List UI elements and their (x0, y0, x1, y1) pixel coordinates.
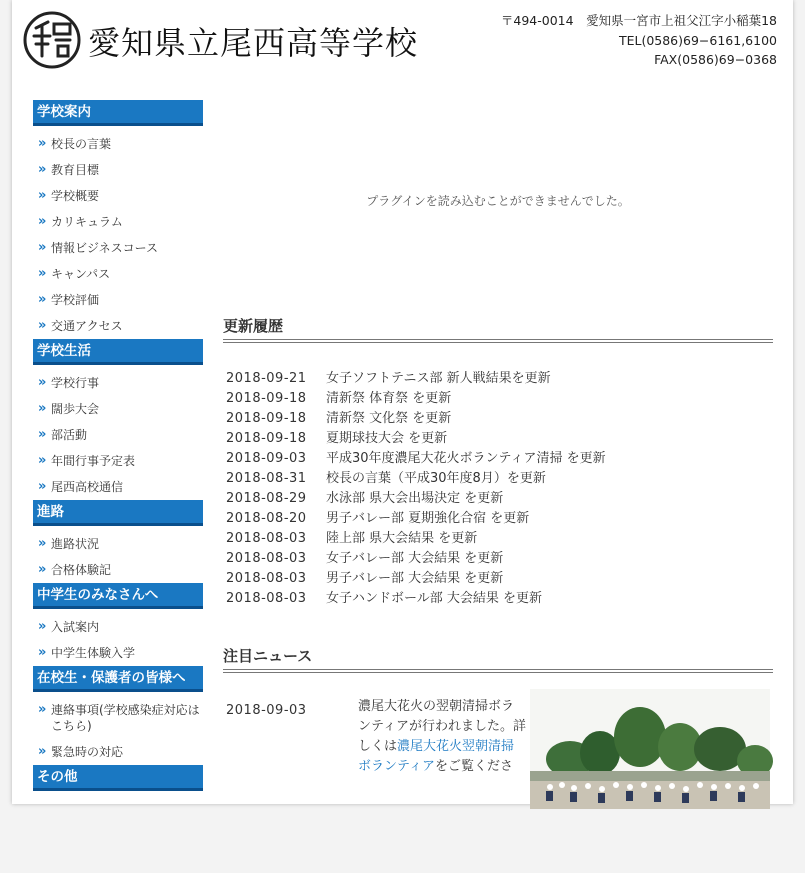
sidebar-item[interactable] (33, 614, 203, 640)
plugin-placeholder (223, 80, 773, 315)
sidebar-item[interactable] (33, 396, 203, 422)
history-list[interactable] (223, 369, 773, 606)
history-date: 2018-08-03 (226, 571, 307, 586)
history-row[interactable] (226, 549, 773, 569)
sidebar-section-header: 在校生・保護者の皆様へ (33, 666, 203, 692)
history-row[interactable] (226, 489, 773, 509)
news-text-after: をご覧くださ (434, 759, 513, 774)
sidebar-item[interactable] (33, 131, 203, 157)
sidebar-item[interactable] (33, 183, 203, 209)
history-row[interactable] (226, 429, 773, 449)
sidebar-item-label: 尾西高校通信 (51, 480, 124, 494)
sidebar-section-header: 学校案内 (33, 100, 203, 126)
sidebar-item-label: 緊急時の対応 (51, 745, 124, 759)
sidebar-item[interactable] (33, 313, 203, 339)
history-date: 2018-09-18 (226, 431, 307, 446)
sidebar-section-header: 学校生活 (33, 339, 203, 365)
history-row[interactable] (226, 409, 773, 429)
sidebar-item-label: 部活動 (51, 428, 88, 442)
history-text: 夏期球技大会 を更新 (326, 431, 448, 446)
sidebar-section-items (33, 526, 203, 583)
sidebar-section-items (33, 791, 203, 796)
sidebar-section-header: 中学生のみなさんへ (33, 583, 203, 609)
history-date: 2018-09-21 (226, 371, 307, 386)
news-link[interactable]: 濃尾大花火翌朝清掃ボランティア (358, 739, 515, 774)
sidebar-item[interactable] (33, 448, 203, 474)
double-chevron-right-icon: » (38, 619, 47, 634)
news-item (223, 673, 773, 873)
double-chevron-right-icon: » (38, 702, 47, 717)
history-date: 2018-09-03 (226, 451, 307, 466)
sidebar-section-items (33, 692, 203, 765)
sidebar-item-label: 闊歩大会 (51, 402, 100, 416)
history-row[interactable] (226, 369, 773, 389)
news-photo[interactable] (530, 689, 770, 809)
sidebar-section-items (33, 365, 203, 500)
history-text: 水泳部 県大会出場決定 を更新 (326, 491, 504, 506)
plugin-message: プラグインを読み込むことができませんでした。 (366, 194, 630, 208)
history-text: 男子バレー部 大会結果 を更新 (326, 571, 504, 586)
news-title: 注目ニュース (223, 647, 313, 665)
sidebar-item[interactable] (33, 697, 203, 739)
double-chevron-right-icon: » (38, 744, 47, 759)
history-row[interactable] (226, 469, 773, 489)
double-chevron-right-icon: » (38, 188, 47, 203)
history-date: 2018-09-18 (226, 411, 307, 426)
sidebar-section-header: 進路 (33, 500, 203, 526)
double-chevron-right-icon: » (38, 479, 47, 494)
sidebar-item[interactable] (33, 422, 203, 448)
address-line: 〒494-0014 愛知県一宮市上祖父江字小稲葉18 (500, 13, 777, 28)
history-text: 清新祭 文化祭 を更新 (326, 411, 452, 426)
sidebar-section-header: その他 (33, 765, 203, 791)
sidebar-item-label: 合格体験記 (51, 563, 112, 577)
sidebar-item[interactable] (33, 474, 203, 500)
history-text: 清新祭 体育祭 を更新 (326, 391, 452, 406)
history-date: 2018-08-29 (226, 491, 307, 506)
school-name[interactable]: 愛知県立尾西高等学校 (88, 24, 419, 62)
history-row[interactable] (226, 449, 773, 469)
sidebar-item[interactable] (33, 739, 203, 765)
sidebar-item[interactable] (33, 557, 203, 583)
sidebar-item-label: 学校概要 (51, 189, 100, 203)
sidebar-item-label: 進路状況 (51, 537, 100, 551)
double-chevron-right-icon: » (38, 401, 47, 416)
double-chevron-right-icon: » (38, 562, 47, 577)
history-text: 女子ハンドボール部 大会結果 を更新 (326, 591, 543, 606)
sidebar-item[interactable] (33, 235, 203, 261)
double-chevron-right-icon: » (38, 453, 47, 468)
history-text: 女子バレー部 大会結果 を更新 (326, 551, 504, 566)
history-row[interactable] (226, 589, 773, 609)
sidebar-item-label: 学校評価 (51, 293, 100, 307)
double-chevron-right-icon: » (38, 375, 47, 390)
sidebar-item[interactable] (33, 531, 203, 557)
sidebar-item-label: 情報ビジネスコース (51, 241, 159, 255)
double-chevron-right-icon: » (38, 162, 47, 177)
sidebar-item[interactable] (33, 370, 203, 396)
contact-info (501, 11, 777, 70)
history-text: 女子ソフトテニス部 新人戦結果を更新 (326, 371, 551, 386)
history-date: 2018-09-18 (226, 391, 307, 406)
divider (223, 339, 773, 343)
fax-line: FAX(0586)69−0368 (654, 52, 777, 67)
news-text-before: 濃尾大花火の翌朝清掃ボランティアが行われました。詳しくは (358, 699, 526, 754)
school-logo[interactable] (22, 10, 82, 70)
main-content (223, 80, 773, 873)
double-chevron-right-icon: » (38, 240, 47, 255)
sidebar-item-label: 連絡事項(学校感染症対応はこちら) (51, 703, 200, 733)
sidebar-item-label: 入試案内 (51, 620, 100, 634)
sidebar-item[interactable] (33, 209, 203, 235)
history-date: 2018-08-03 (226, 591, 307, 606)
sidebar-item[interactable] (33, 261, 203, 287)
sidebar-section-items (33, 609, 203, 666)
history-date: 2018-08-20 (226, 511, 307, 526)
history-row[interactable] (226, 509, 773, 529)
double-chevron-right-icon: » (38, 292, 47, 307)
sidebar-item-label: 年間行事予定表 (51, 454, 136, 468)
history-title: 更新履歴 (223, 317, 284, 335)
news-text (358, 697, 526, 777)
double-chevron-right-icon: » (38, 266, 47, 281)
double-chevron-right-icon: » (38, 645, 47, 660)
history-text: 校長の言葉（平成30年度8月）を更新 (326, 471, 546, 486)
sidebar-item[interactable] (33, 157, 203, 183)
sidebar-nav (33, 100, 203, 796)
sidebar-item[interactable] (33, 640, 203, 666)
tel-line: TEL(0586)69−6161,6100 (618, 32, 777, 48)
history-text: 男子バレー部 夏期強化合宿 を更新 (326, 511, 530, 526)
double-chevron-right-icon: » (38, 536, 47, 551)
sidebar-item-label: キャンパス (51, 267, 111, 281)
sidebar-section-items (33, 126, 203, 339)
history-row[interactable] (226, 529, 773, 549)
history-row[interactable] (226, 389, 773, 409)
sidebar-item-label: 校長の言葉 (51, 137, 112, 151)
sidebar-item-label: 中学生体験入学 (51, 646, 136, 660)
sidebar-item[interactable] (33, 287, 203, 313)
sidebar-item-label: 学校行事 (51, 376, 100, 390)
double-chevron-right-icon: » (38, 427, 47, 442)
news-date: 2018-09-03 (226, 703, 307, 718)
history-date: 2018-08-03 (226, 551, 307, 566)
history-text: 平成30年度濃尾大花火ボランティア清掃 を更新 (326, 451, 606, 466)
sidebar-item-label: カリキュラム (51, 215, 123, 229)
double-chevron-right-icon: » (38, 318, 47, 333)
history-date: 2018-08-03 (226, 531, 307, 546)
history-text: 陸上部 県大会結果 を更新 (326, 531, 478, 546)
double-chevron-right-icon: » (38, 136, 47, 151)
page (12, 0, 793, 804)
sidebar-item-label: 教育目標 (51, 163, 100, 177)
history-date: 2018-08-31 (226, 471, 307, 486)
double-chevron-right-icon: » (38, 214, 47, 229)
sidebar-item-label: 交通アクセス (51, 319, 123, 333)
history-row[interactable] (226, 569, 773, 589)
